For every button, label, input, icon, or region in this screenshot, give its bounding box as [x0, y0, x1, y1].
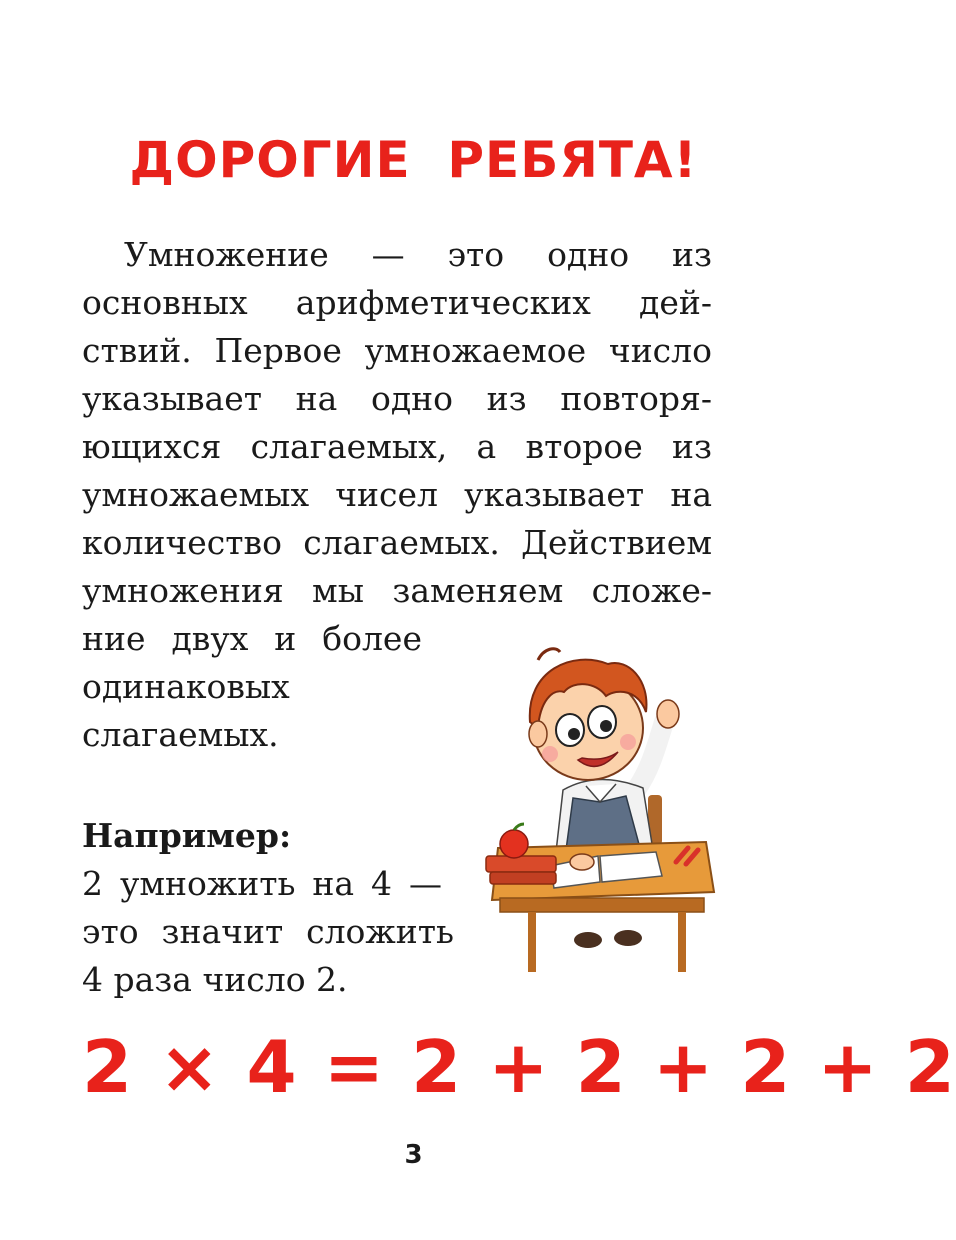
desk-leg	[528, 912, 536, 972]
hand-on-book	[570, 854, 594, 870]
desk-front	[500, 898, 704, 912]
example-line: 2 умножить на 4 —	[82, 864, 442, 903]
apple-leaf	[514, 824, 524, 830]
multiplication-formula: 2 × 4 = 2 + 2 + 2 + 2	[82, 1025, 956, 1109]
intro-line: умножаемых чисел указывает на	[82, 475, 712, 514]
vest	[566, 796, 640, 850]
open-book-page-right	[600, 852, 662, 882]
boy-at-desk-raising-hand-illustration	[478, 630, 728, 990]
intro-line: указывает на одно из повторя-	[82, 379, 712, 418]
example-text	[82, 860, 462, 1004]
book-stack	[486, 856, 556, 872]
cheek	[620, 734, 636, 750]
example-line: 4 раза число 2.	[82, 960, 348, 999]
left-pupil	[568, 728, 580, 740]
book-stack	[490, 872, 556, 884]
cheek	[542, 746, 558, 762]
hair-tuft	[538, 649, 560, 660]
example-line: это значит сложить	[82, 912, 454, 951]
raised-hand	[657, 700, 679, 728]
shoe	[574, 932, 602, 948]
intro-line: основных арифметических дей-	[82, 283, 712, 322]
intro-line: ствий. Первое умножаемое число	[82, 331, 712, 370]
ear	[529, 721, 547, 747]
intro-line: ющихся слагаемых, а второе из	[82, 427, 712, 466]
shoe	[614, 930, 642, 946]
apple-icon	[500, 830, 528, 858]
page-number: 3	[404, 1140, 423, 1170]
page-title: ДОРОГИЕ РЕБЯТА!	[129, 131, 698, 189]
desk-leg	[678, 912, 686, 972]
intro-line: ние двух и более	[82, 619, 422, 658]
intro-line: умножения мы заменяем сложе-	[82, 571, 712, 610]
intro-line: количество слагаемых. Действием	[82, 523, 712, 562]
right-pupil	[600, 720, 612, 732]
intro-line: одинаковых	[82, 667, 290, 706]
intro-line: слагаемых.	[82, 715, 279, 754]
example-heading: Например:	[82, 816, 292, 855]
intro-line: Умножение — это одно из	[124, 235, 712, 274]
